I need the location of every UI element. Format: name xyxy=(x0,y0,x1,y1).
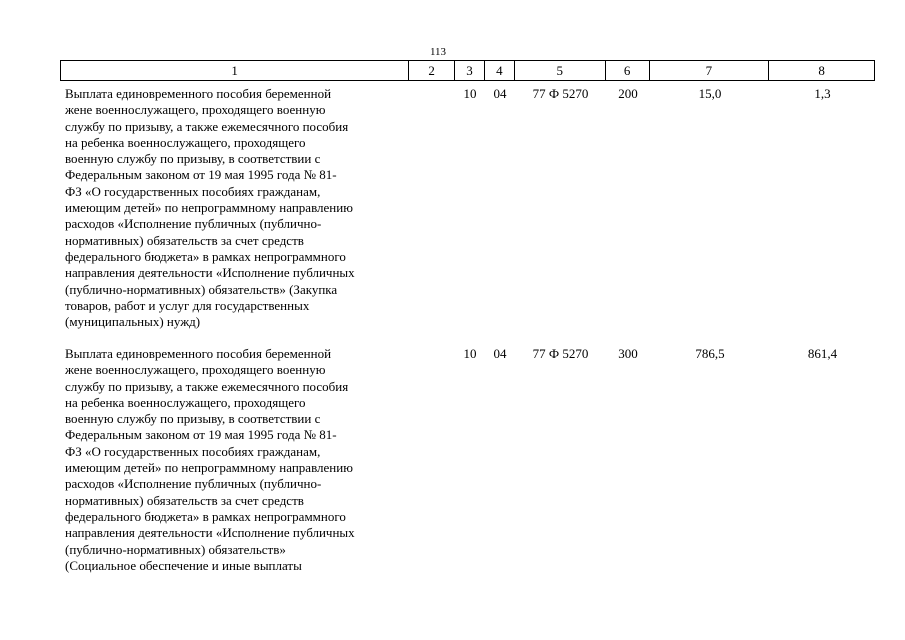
row-subsection: 04 xyxy=(493,86,507,101)
row-expense-type: 200 xyxy=(618,86,638,101)
row-expense-type: 300 xyxy=(618,346,638,361)
row-description: Выплата единовременного пособия беременной жене военнослужащего, проходящего военную службу по призыву, а также ежемесячного пособия на ребенка военнослужащего, проходящего военную службу по призыву, в соответствии с Федеральным законом от 19 мая 1995 года № 81- ФЗ «О государственных пособиях гражданам, имеющим детей» по непрограммному направлению расходов «Исполнение публичных (публично- нормативных) обязательств за счет средств федерального бюджета» в рамках непрограммного направления деятельности «Исполнение публичных (публично-нормативных) обязательств» (Социальное обеспечение и иные выплаты xyxy=(65,346,355,573)
header-col-1: 1 xyxy=(61,61,409,80)
header-col-8: 8 xyxy=(818,63,825,78)
header-col-5: 5 xyxy=(515,61,606,80)
row-section: 10 xyxy=(463,86,477,101)
header-col-3: 3 xyxy=(455,61,485,80)
row-amount-1: 15,0 xyxy=(698,86,722,101)
row-section: 10 xyxy=(463,346,477,361)
row-amount-2: 1,3 xyxy=(814,86,831,101)
row-col-2 xyxy=(409,86,455,330)
header-col-2: 2 xyxy=(409,61,455,80)
row-amount-2: 861,4 xyxy=(807,346,838,361)
table-row xyxy=(60,86,875,330)
row-amount-1: 786,5 xyxy=(695,346,725,361)
row-target-article: 77 Ф 5270 xyxy=(532,346,589,361)
header-col-7: 7 xyxy=(650,61,770,80)
row-description: Выплата единовременного пособия беременной жене военнослужащего, проходящего военную службу по призыву, а также ежемесячного пособия на ребенка военнослужащего, проходящего военную службу по призыву, в соответствии с Федеральным законом от 19 мая 1995 года № 81- ФЗ «О государственных пособиях гражданам, имеющим детей» по непрограммному направлению расходов «Исполнение публичных (публично- нормативных) обязательств за счет средств федерального бюджета» в рамках непрограммного направления деятельности «Исполнение публичных (публично-нормативных) обязательств» (Закупка товаров, работ и услуг для государственных (муниципальных) нужд) xyxy=(65,86,355,330)
row-target-article: 77 Ф 5270 xyxy=(532,86,589,101)
table-header-row xyxy=(60,60,875,81)
page-number: 113 xyxy=(429,46,447,58)
table-row xyxy=(60,346,875,574)
row-subsection: 04 xyxy=(493,346,507,361)
header-col-6: 6 xyxy=(606,61,650,80)
header-col-4: 4 xyxy=(485,61,515,80)
row-col-2 xyxy=(409,346,455,574)
